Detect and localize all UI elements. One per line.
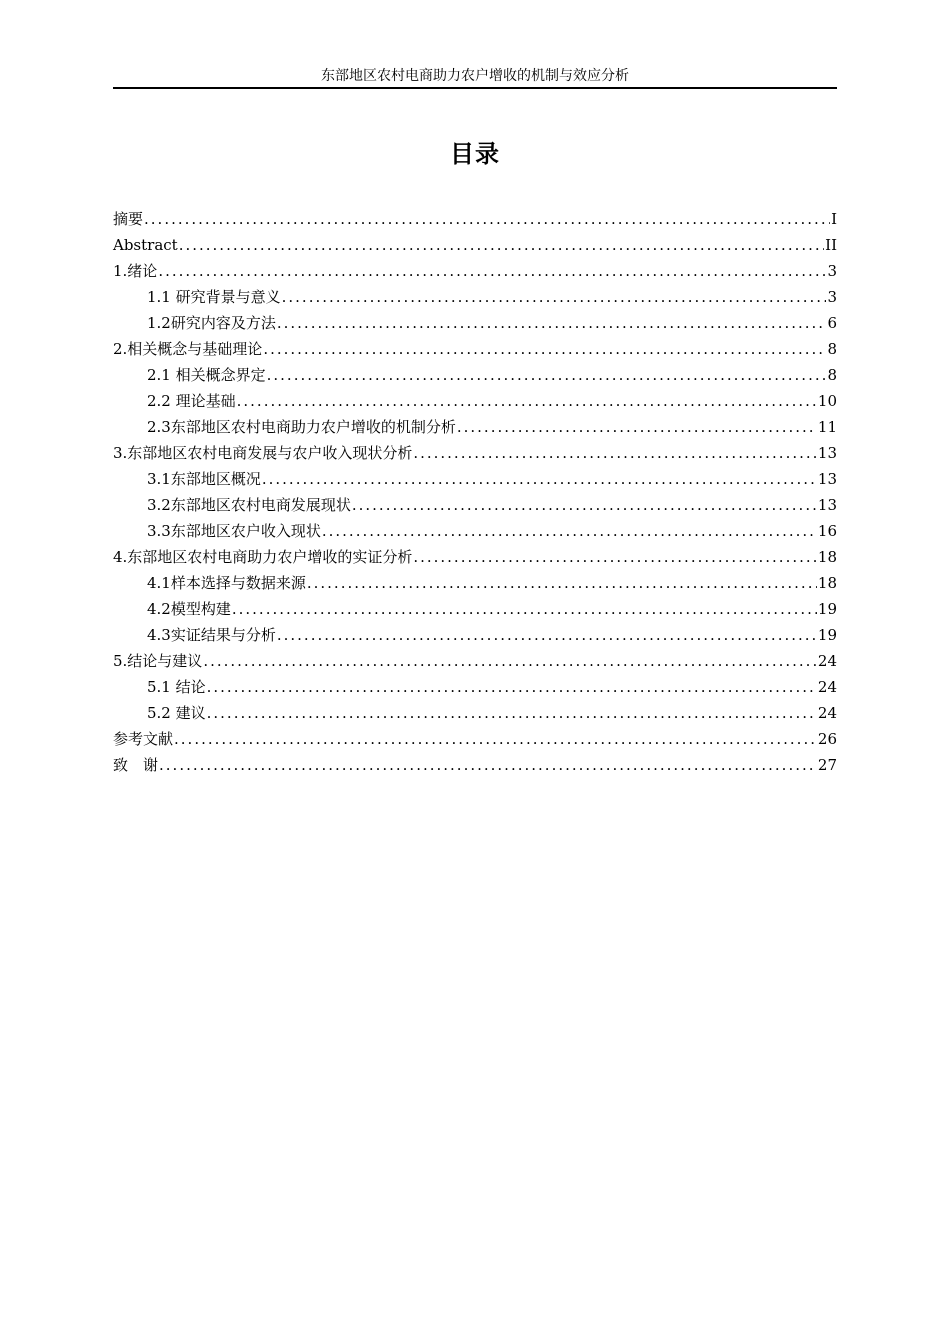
toc-entry-page-number: 19 — [817, 600, 837, 618]
toc-entry[interactable] — [113, 648, 837, 674]
toc-entry-label: 2.2 理论基础 — [147, 392, 236, 410]
toc-entry[interactable] — [113, 232, 837, 258]
toc-entry[interactable] — [113, 674, 837, 700]
toc-entry-page-number: 24 — [817, 704, 837, 722]
toc-entry[interactable] — [113, 310, 837, 336]
toc-entry-label: 1.1 研究背景与意义 — [147, 288, 281, 306]
toc-entry-page-number: 13 — [817, 444, 837, 462]
toc-entry[interactable] — [113, 466, 837, 492]
toc-entry-page-number: 27 — [817, 756, 837, 774]
toc-entry-label: 2.3东部地区农村电商助力农户增收的机制分析 — [147, 418, 456, 436]
toc-entry-page-number: 18 — [817, 574, 837, 592]
toc-entry[interactable] — [113, 362, 837, 388]
toc-entry-label: 5.结论与建议 — [113, 652, 203, 670]
toc-entry[interactable] — [113, 570, 837, 596]
table-of-contents — [113, 206, 837, 778]
toc-entry-label: 2.相关概念与基础理论 — [113, 340, 263, 358]
toc-entry-page-number: 10 — [817, 392, 837, 410]
toc-entry-page-number: I — [831, 210, 837, 228]
toc-entry[interactable] — [113, 336, 837, 362]
toc-dot-leader — [158, 258, 826, 284]
toc-dot-leader — [277, 622, 817, 648]
toc-entry[interactable] — [113, 388, 837, 414]
toc-dot-leader — [174, 726, 817, 752]
toc-entry-label: 3.3东部地区农户收入现状 — [147, 522, 321, 540]
toc-dot-leader — [207, 700, 817, 726]
toc-entry[interactable] — [113, 440, 837, 466]
toc-entry-label: 摘要 — [113, 210, 144, 228]
toc-entry-page-number: 13 — [817, 470, 837, 488]
toc-entry[interactable] — [113, 544, 837, 570]
toc-entry-page-number: 26 — [817, 730, 837, 748]
toc-entry-label: 4.3实证结果与分析 — [147, 626, 276, 644]
toc-dot-leader — [203, 648, 817, 674]
toc-entry-page-number: 8 — [827, 366, 837, 384]
toc-entry-page-number: 13 — [817, 496, 837, 514]
toc-entry-page-number: 24 — [817, 652, 837, 670]
toc-dot-leader — [262, 466, 817, 492]
toc-entry[interactable] — [113, 258, 837, 284]
toc-entry[interactable] — [113, 700, 837, 726]
toc-dot-leader — [413, 440, 817, 466]
toc-dot-leader — [179, 232, 824, 258]
toc-entry-label: 2.1 相关概念界定 — [147, 366, 266, 384]
toc-entry-page-number: 8 — [827, 340, 837, 358]
toc-entry-page-number: 6 — [827, 314, 837, 332]
toc-entry-page-number: II — [825, 236, 837, 254]
toc-entry-page-number: 3 — [827, 288, 837, 306]
toc-dot-leader — [267, 362, 827, 388]
toc-entry-page-number: 19 — [817, 626, 837, 644]
toc-entry[interactable] — [113, 752, 837, 778]
toc-entry-label: 致 谢 — [113, 756, 159, 774]
toc-entry[interactable] — [113, 622, 837, 648]
toc-entry[interactable] — [113, 726, 837, 752]
toc-entry-label: 3.1东部地区概况 — [147, 470, 261, 488]
toc-dot-leader — [282, 284, 827, 310]
toc-entry-label: 4.东部地区农村电商助力农户增收的实证分析 — [113, 548, 413, 566]
toc-dot-leader — [413, 544, 817, 570]
running-header-title: 东部地区农村电商助力农户增收的机制与效应分析 — [321, 68, 629, 84]
toc-entry[interactable] — [113, 284, 837, 310]
toc-entry-label: 3.东部地区农村电商发展与农户收入现状分析 — [113, 444, 413, 462]
toc-entry-page-number: 3 — [827, 262, 837, 280]
toc-entry[interactable] — [113, 206, 837, 232]
toc-dot-leader — [352, 492, 817, 518]
toc-entry-label: 5.2 建议 — [147, 704, 206, 722]
toc-entry-label: 3.2东部地区农村电商发展现状 — [147, 496, 351, 514]
toc-title: 目录 — [450, 140, 500, 168]
toc-entry-label: 4.2模型构建 — [147, 600, 231, 618]
toc-entry-label: 1.绪论 — [113, 262, 158, 280]
toc-dot-leader — [457, 414, 817, 440]
toc-entry-label: 4.1样本选择与数据来源 — [147, 574, 306, 592]
toc-entry-label: 1.2研究内容及方法 — [147, 314, 276, 332]
toc-dot-leader — [277, 310, 827, 336]
toc-entry[interactable] — [113, 596, 837, 622]
toc-entry[interactable] — [113, 414, 837, 440]
toc-dot-leader — [207, 674, 817, 700]
toc-entry[interactable] — [113, 492, 837, 518]
toc-entry-label: 5.1 结论 — [147, 678, 206, 696]
toc-entry-page-number: 11 — [817, 418, 837, 436]
toc-entry-label: 参考文献 — [113, 730, 174, 748]
toc-dot-leader — [322, 518, 817, 544]
header-rule — [113, 87, 837, 89]
toc-dot-leader — [307, 570, 817, 596]
toc-dot-leader — [159, 752, 817, 778]
toc-dot-leader — [237, 388, 817, 414]
toc-dot-leader — [144, 206, 830, 232]
toc-entry-page-number: 18 — [817, 548, 837, 566]
toc-entry-page-number: 24 — [817, 678, 837, 696]
toc-entry[interactable] — [113, 518, 837, 544]
toc-entry-label: Abstract — [113, 236, 178, 254]
toc-entry-page-number: 16 — [817, 522, 837, 540]
toc-dot-leader — [263, 336, 826, 362]
toc-dot-leader — [232, 596, 817, 622]
